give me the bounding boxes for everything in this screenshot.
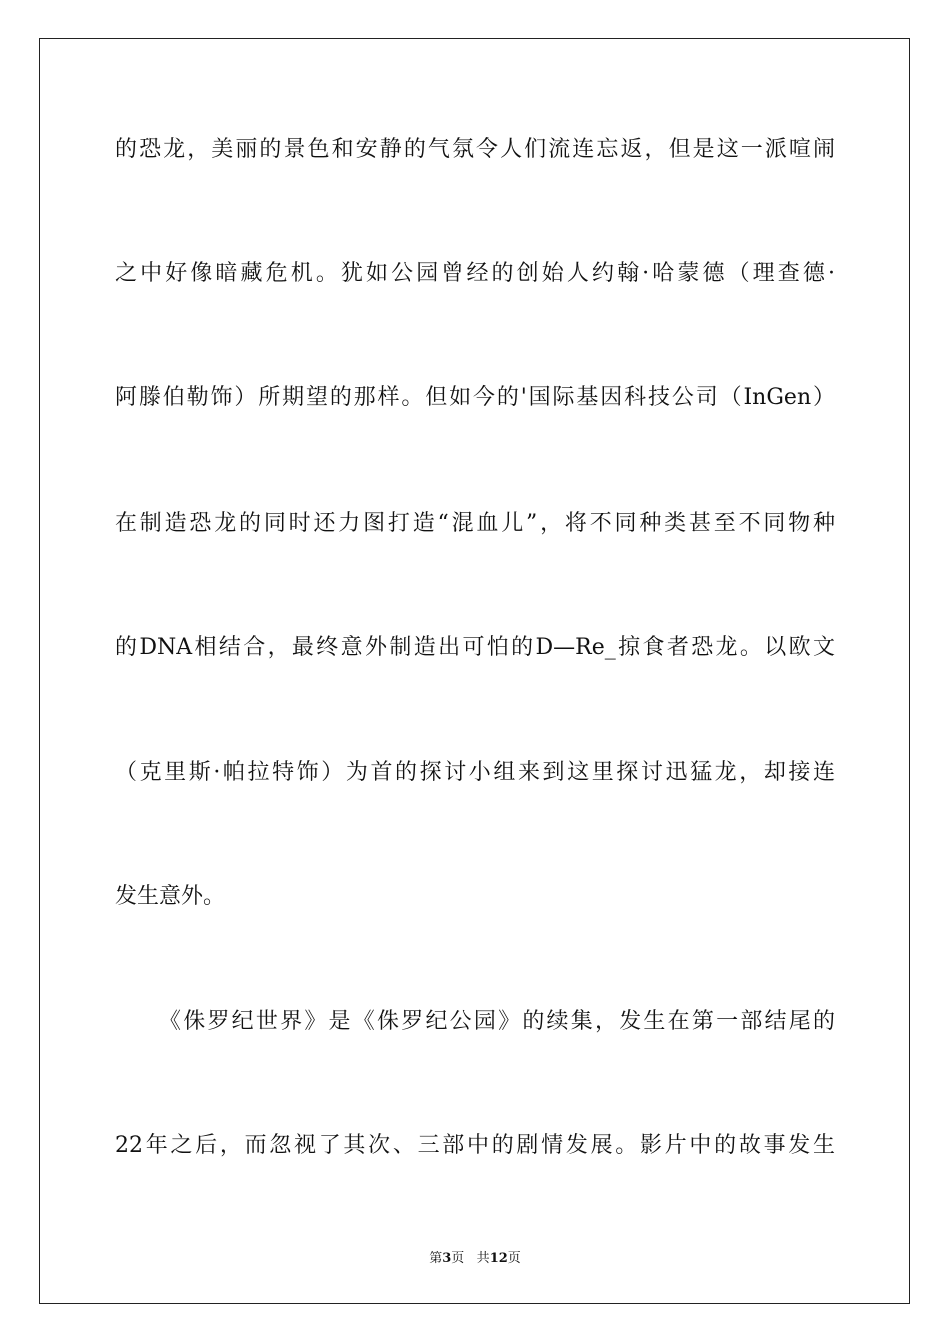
page-border — [39, 38, 910, 1304]
body-line-5: 的DNA相结合，最终意外制造出可怕的D—Re_掠食者恐龙。以欧文 — [115, 635, 835, 660]
body-line-3: 阿滕伯勒饰）所期望的那样。但如今的'国际基因科技公司（InGen） — [115, 385, 835, 410]
body-line-9: 22年之后，而忽视了其次、三部中的剧情发展。影片中的故事发生 — [115, 1133, 835, 1158]
footer-total-prefix: 共 — [476, 1251, 490, 1266]
body-line-8: 《侏罗纪世界》是《侏罗纪公园》的续集，发生在第一部结尾的 — [159, 1009, 835, 1034]
footer-total-unit: 页 — [507, 1251, 521, 1266]
footer-total-pages: 12 — [489, 1251, 508, 1266]
body-line-1: 的恐龙，美丽的景色和安静的气氛令人们流连忘返，但是这一派喧闹 — [115, 137, 835, 162]
page-footer — [0, 1247, 950, 1266]
body-line-2: 之中好像暗藏危机。犹如公园曾经的创始人约翰·哈蒙德（理查德· — [115, 261, 835, 286]
body-line-6: （克里斯·帕拉特饰）为首的探讨小组来到这里探讨迅猛龙，却接连 — [115, 760, 835, 785]
footer-page-number: 3 — [442, 1251, 452, 1266]
footer-page-unit: 页 — [451, 1251, 465, 1266]
body-line-4: 在制造恐龙的同时还力图打造“混血儿”，将不同种类甚至不同物种 — [115, 511, 835, 536]
footer-prefix: 第 — [429, 1251, 443, 1266]
body-line-7: 发生意外。 — [115, 884, 226, 909]
